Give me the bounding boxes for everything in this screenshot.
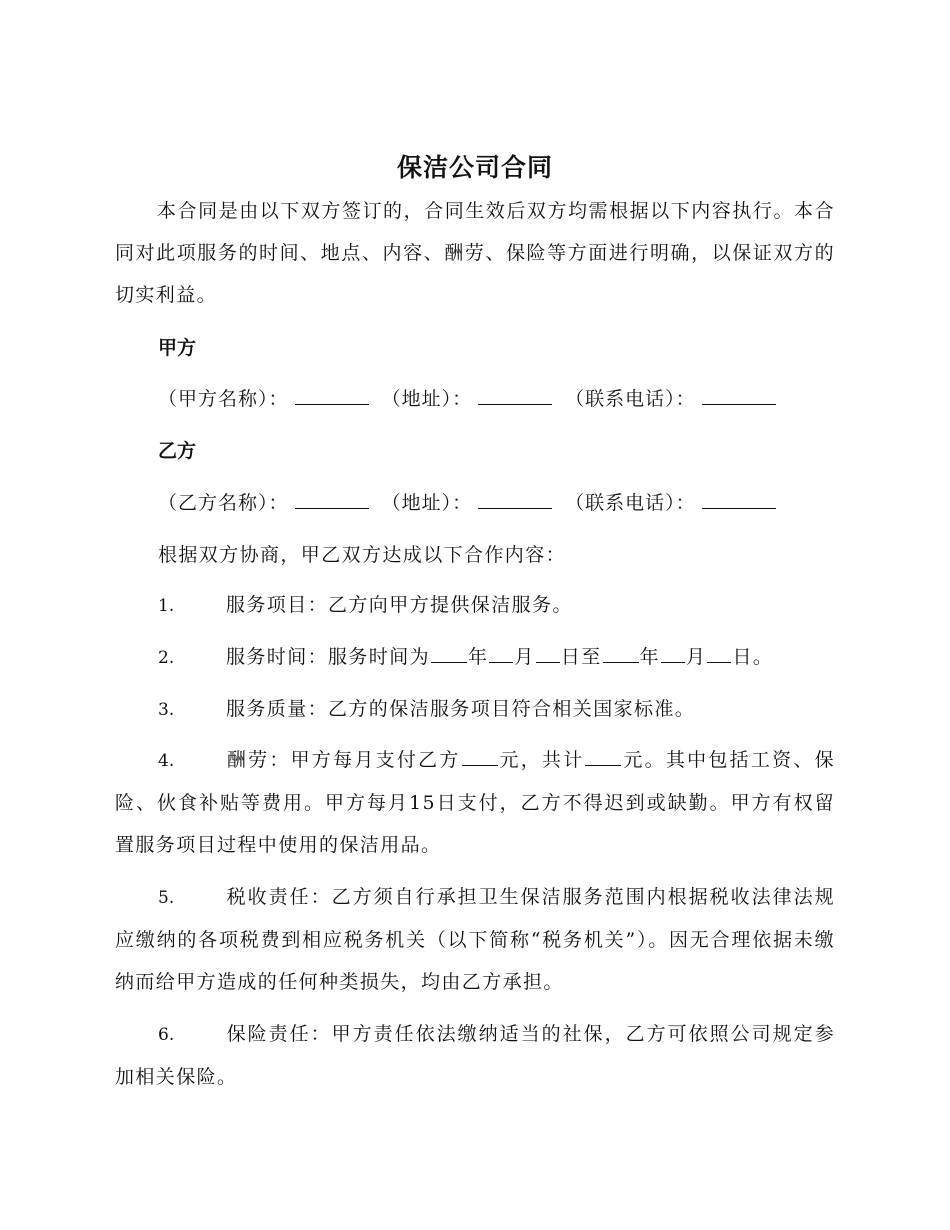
end-year-unit: 年 bbox=[639, 646, 661, 668]
clause-text: 服务质量：乙方的保洁服务项目符合相关国家标准。 bbox=[226, 698, 696, 720]
party-b-address-label: （地址）： bbox=[381, 492, 473, 514]
party-b-name-blank bbox=[295, 490, 369, 509]
clause-number: 2. bbox=[158, 648, 175, 668]
clause-4 bbox=[115, 739, 835, 866]
day-to-unit: 日至 bbox=[560, 646, 602, 668]
end-day-blank bbox=[707, 644, 731, 663]
monthly-amount-blank bbox=[462, 747, 498, 766]
end-year-blank bbox=[603, 644, 639, 663]
clause-text-rest: 元。其中包括工资、保险、伙食补贴等费用。甲方每月15日支付，乙方不得迟到或缺勤。甲方有权留置服务项目过程中使用的保洁用品。 bbox=[115, 749, 835, 856]
month-unit: 月 bbox=[514, 646, 535, 668]
end-month-unit: 月 bbox=[686, 646, 707, 668]
clause-text-mid: 元，共计 bbox=[498, 749, 585, 771]
clause-text: 服务项目：乙方向甲方提供保洁服务。 bbox=[226, 594, 573, 616]
agreement-intro: 根据双方协商，甲乙双方达成以下合作内容： bbox=[158, 544, 567, 566]
party-b-phone-blank bbox=[702, 490, 776, 509]
clause-number: 3. bbox=[158, 700, 175, 720]
document-title: 保洁公司合同 bbox=[396, 153, 553, 182]
clause-1 bbox=[115, 584, 835, 627]
month-blank bbox=[489, 644, 513, 663]
party-a-phone-blank bbox=[702, 386, 776, 405]
clause-number: 6. bbox=[158, 1025, 175, 1045]
party-a-address-label: （地址）： bbox=[381, 388, 473, 410]
clause-text: 税收责任：乙方须自行承担卫生保洁服务范围内根据税收法律法规应缴纳的各项税费到相应税务机关（以下简称“税务机关”）。因无合理依据未缴纳而给甲方造成的任何种类损失，均由乙方承担。 bbox=[115, 886, 835, 993]
party-a-address-blank bbox=[478, 386, 552, 405]
clause-6 bbox=[115, 1013, 835, 1098]
clause-5 bbox=[115, 876, 835, 1003]
clause-text: 服务时间：服务时间为 bbox=[226, 646, 431, 668]
party-b-name-label: （乙方名称）： bbox=[158, 492, 289, 514]
end-day-unit: 日。 bbox=[732, 646, 774, 668]
clause-number: 4. bbox=[158, 751, 175, 771]
party-b-heading: 乙方 bbox=[158, 440, 197, 462]
clause-2 bbox=[115, 636, 835, 679]
party-a-fields bbox=[158, 384, 848, 414]
party-b-fields bbox=[158, 488, 848, 518]
clause-number: 1. bbox=[158, 596, 175, 616]
party-b-phone-label: （联系电话）： bbox=[565, 492, 696, 514]
total-amount-blank bbox=[585, 747, 621, 766]
party-a-name-blank bbox=[295, 386, 369, 405]
party-a-heading: 甲方 bbox=[158, 337, 197, 359]
clause-text: 酬劳：甲方每月支付乙方 bbox=[226, 749, 461, 771]
year-unit: 年 bbox=[468, 646, 489, 668]
party-b-address-blank bbox=[478, 490, 552, 509]
end-month-blank bbox=[661, 644, 685, 663]
clause-number: 5. bbox=[158, 888, 175, 908]
clause-3 bbox=[115, 688, 835, 731]
party-a-phone-label: （联系电话）： bbox=[565, 388, 696, 410]
party-a-name-label: （甲方名称）： bbox=[158, 388, 289, 410]
year-blank bbox=[431, 644, 467, 663]
clause-text: 保险责任：甲方责任依法缴纳适当的社保，乙方可依照公司规定参加相关保险。 bbox=[115, 1023, 835, 1088]
intro-paragraph: 本合同是由以下双方签订的，合同生效后双方均需根据以下内容执行。本合同对此项服务的时间、地点、内容、酬劳、保险等方面进行明确，以保证双方的切实利益。 bbox=[115, 200, 835, 306]
day-blank bbox=[536, 644, 560, 663]
